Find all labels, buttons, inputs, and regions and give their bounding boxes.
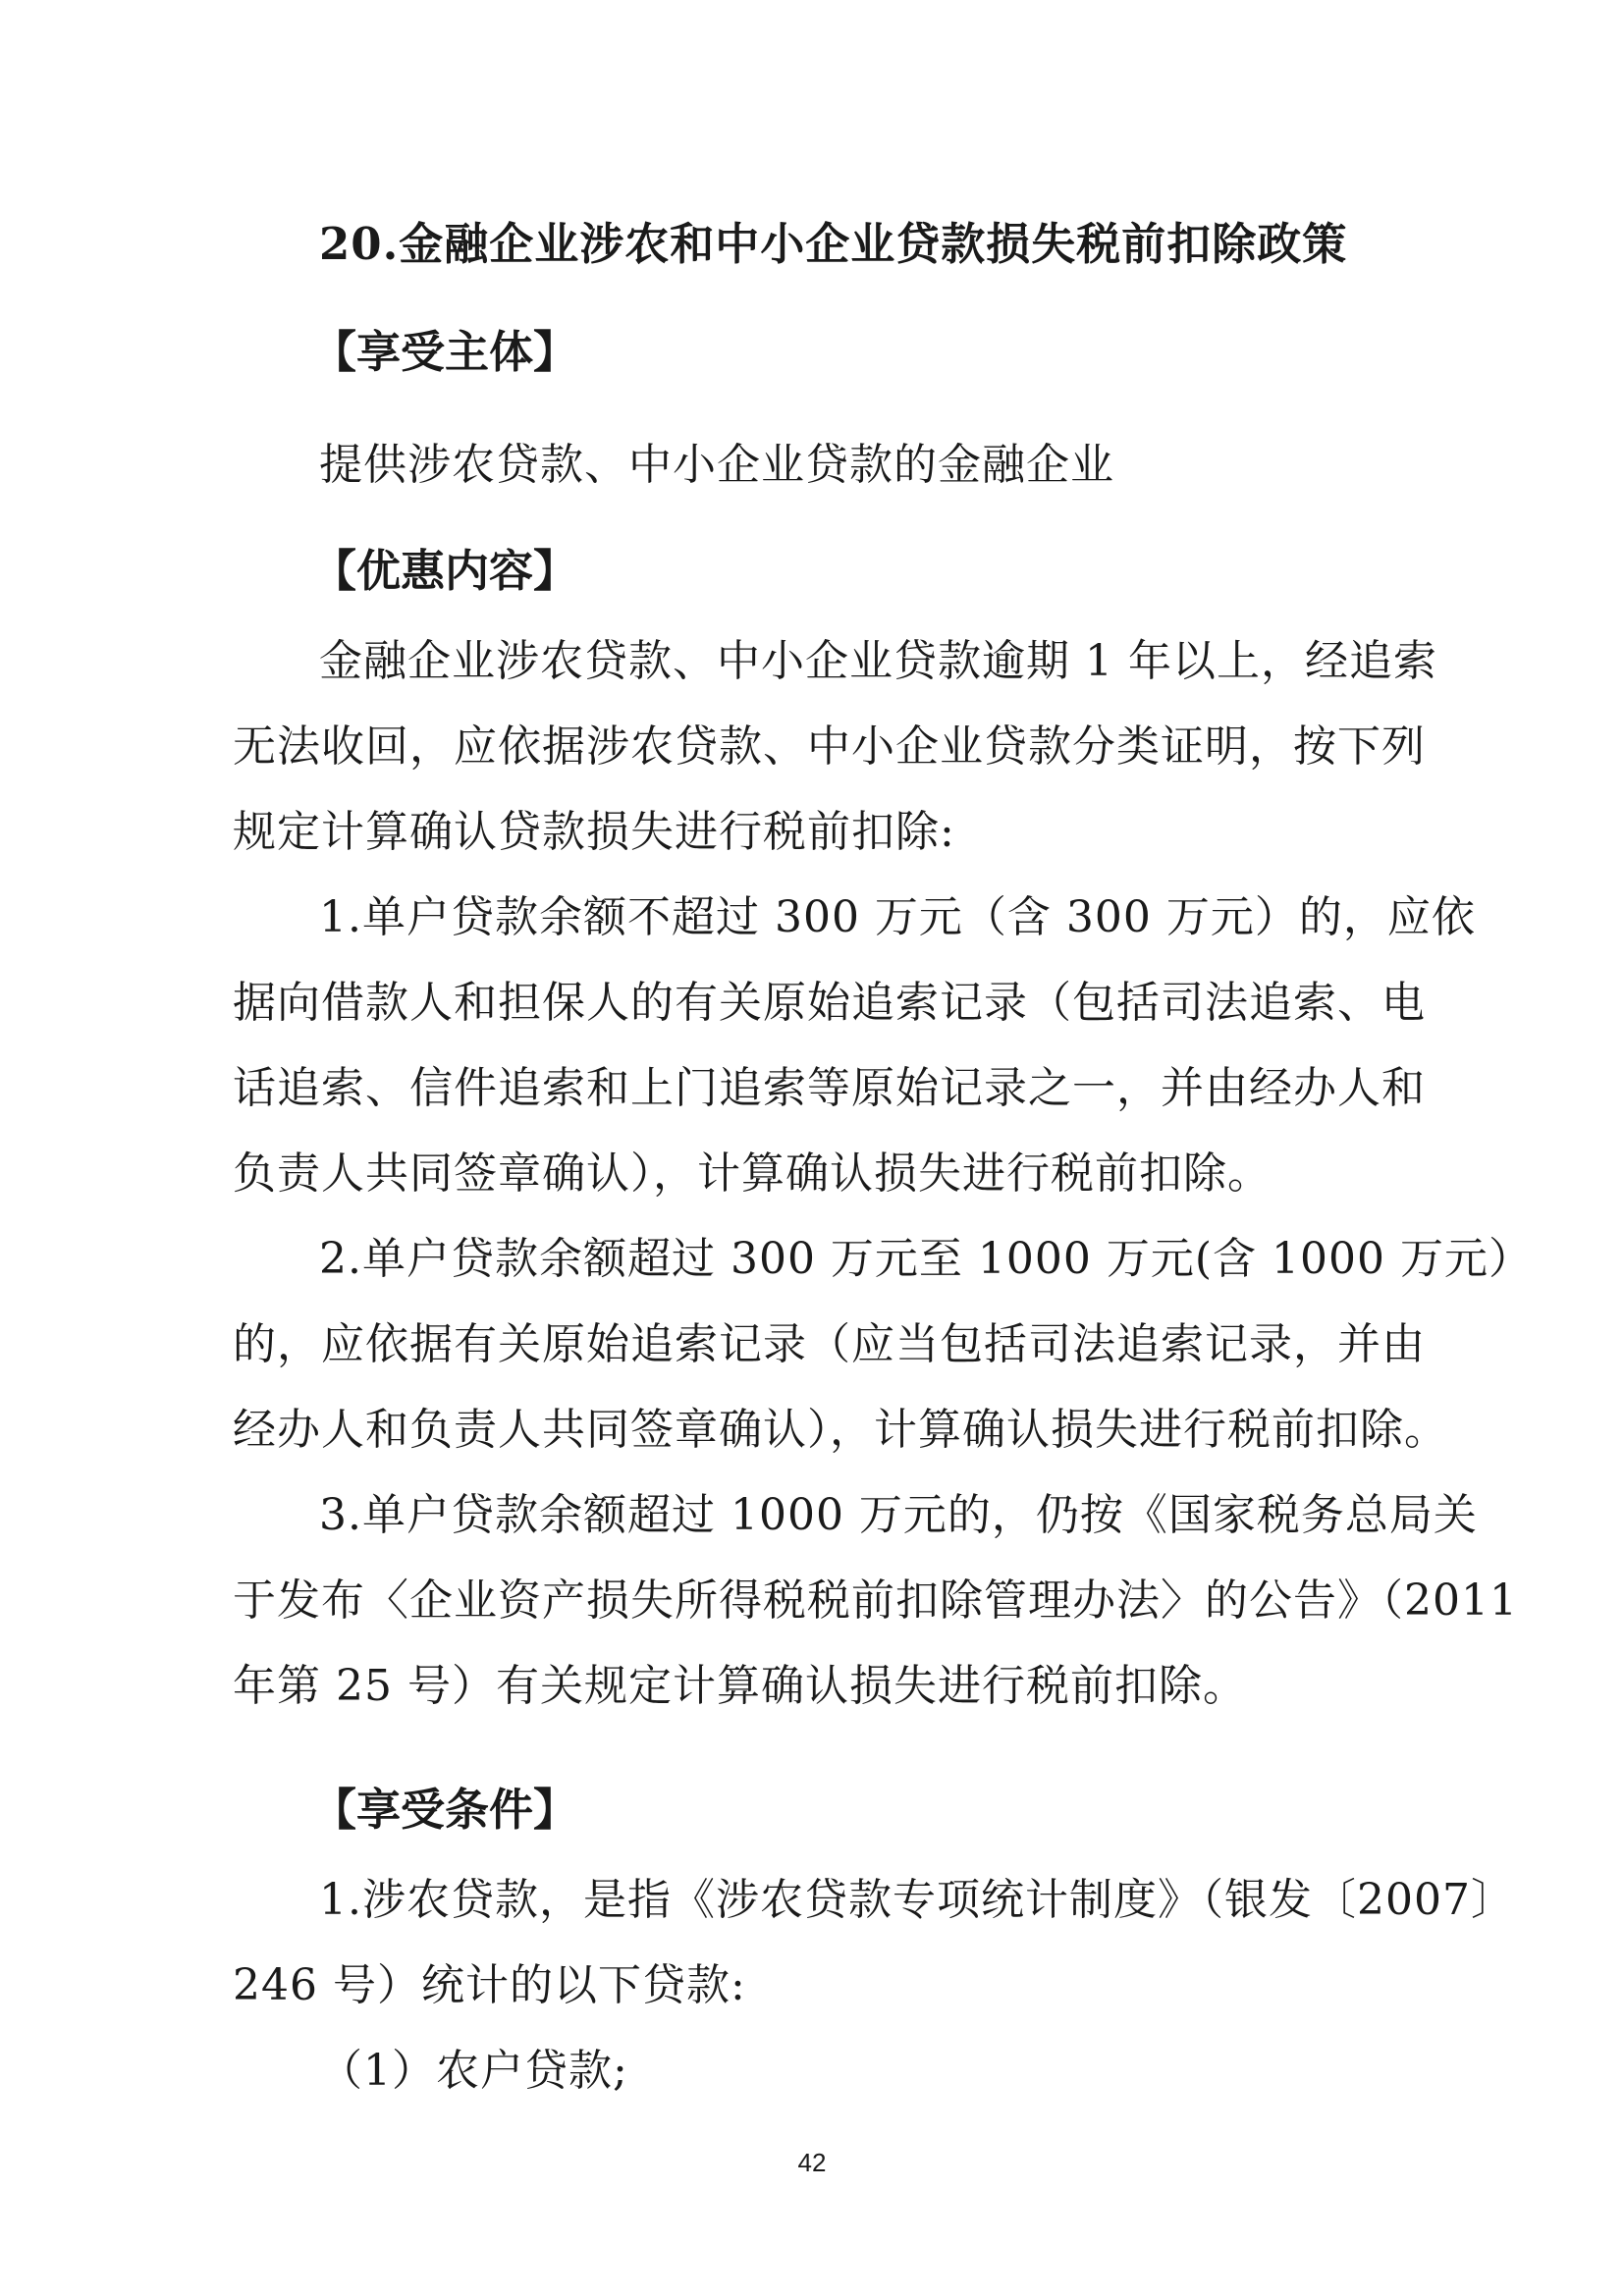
policy-title: 20.金融企业涉农和中小企业贷款损失税前扣除政策 bbox=[319, 218, 1348, 270]
subject-text bbox=[319, 422, 1497, 507]
paragraph-line: 负责人共同签章确认），计算确认损失进行税前扣除。 bbox=[233, 1148, 1272, 1199]
paragraph-line: （1）农户贷款; bbox=[319, 2046, 628, 2096]
paragraph-line: 无法收回，应依据涉农贷款、中小企业贷款分类证明，按下列 bbox=[233, 721, 1426, 772]
paragraph-line: 于发布〈企业资产损失所得税税前扣除管理办法〉的公告》（2011 bbox=[233, 1575, 1518, 1626]
section-heading-subject: 【享受主体】 bbox=[312, 326, 578, 378]
paragraph-line: 年第 25 号）有关规定计算确认损失进行税前扣除。 bbox=[233, 1661, 1247, 1711]
paragraph-line: 话追索、信件追索和上门追索等原始记录之一，并由经办人和 bbox=[233, 1063, 1426, 1113]
content-item-2 bbox=[233, 1216, 1533, 1472]
paragraph-line: 1.单户贷款余额不超过 300 万元（含 300 万元）的，应依 bbox=[319, 892, 1476, 942]
paragraph-line: 据向借款人和担保人的有关原始追索记录（包括司法追索、电 bbox=[233, 978, 1426, 1028]
content-item-3 bbox=[233, 1472, 1518, 1729]
paragraph-line: 经办人和负责人共同签章确认），计算确认损失进行税前扣除。 bbox=[233, 1405, 1448, 1455]
paragraph-line: 的，应依据有关原始追索记录（应当包括司法追索记录，并由 bbox=[233, 1319, 1426, 1369]
paragraph-line: 1.涉农贷款，是指《涉农贷款专项统计制度》（银发〔2007〕 bbox=[319, 1875, 1515, 1925]
paragraph-line: 金融企业涉农贷款、中小企业贷款逾期 1 年以上，经追索 bbox=[319, 636, 1437, 686]
section-heading-conditions: 【享受条件】 bbox=[312, 1784, 578, 1836]
paragraph-line: 2.单户贷款余额超过 300 万元至 1000 万元(含 1000 万元） bbox=[319, 1234, 1533, 1284]
conditions-item-1 bbox=[233, 1857, 1515, 2113]
section-heading-content: 【优惠内容】 bbox=[312, 545, 578, 597]
paragraph-line: 规定计算确认贷款损失进行税前扣除: bbox=[233, 807, 955, 857]
page-number: 42 bbox=[797, 2148, 827, 2177]
content-intro-paragraph bbox=[233, 618, 1437, 875]
content-item-1 bbox=[233, 875, 1476, 1216]
subject-line: 提供涉农贷款、中小企业贷款的金融企业 bbox=[319, 440, 1114, 490]
paragraph-line: 246 号）统计的以下贷款: bbox=[233, 1960, 746, 2010]
paragraph-line: 3.单户贷款余额超过 1000 万元的，仍按《国家税务总局关 bbox=[319, 1490, 1478, 1540]
